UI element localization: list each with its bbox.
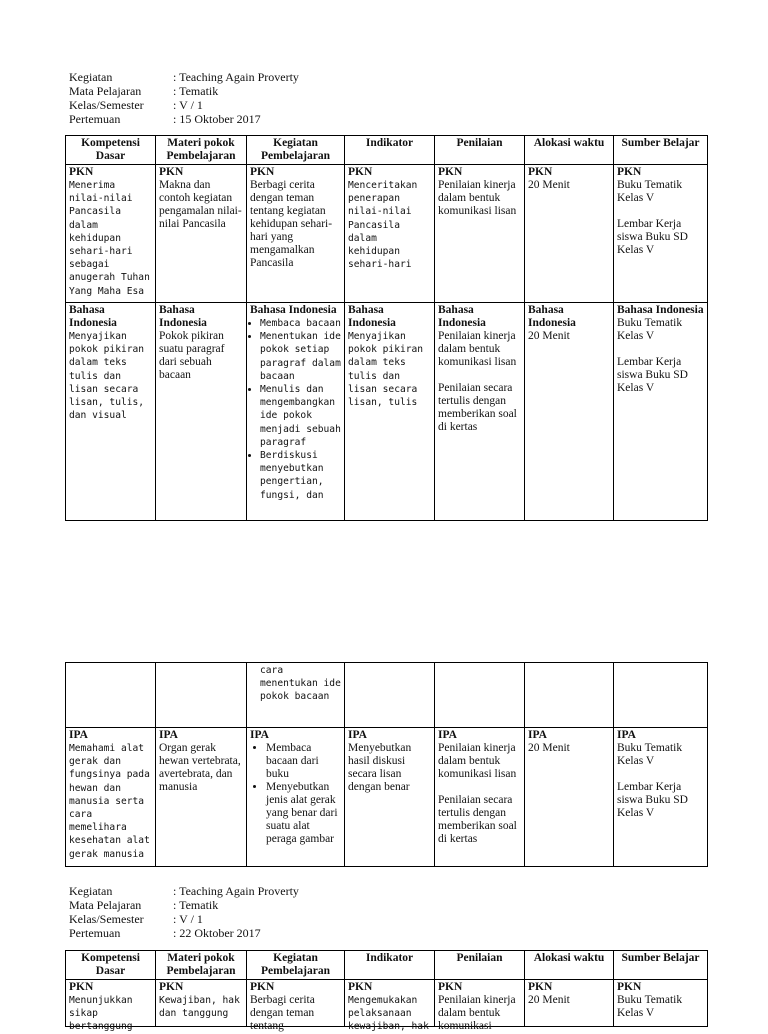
subject-label: PKN	[69, 981, 94, 993]
cell-indikator	[345, 980, 435, 1033]
list-item: • Berdiskusi menyebutkan pengertian, fungsi, dan	[260, 449, 341, 502]
header-sumber: Sumber Belajar	[614, 136, 708, 165]
subject-label: PKN	[438, 981, 463, 993]
header-row-mata-pelajaran	[69, 898, 299, 912]
subject-label: Bahasa Indonesia	[617, 304, 704, 316]
cell-sumber	[614, 303, 708, 521]
cell-materi	[156, 980, 247, 1027]
subject-label: IPA	[528, 729, 547, 741]
cell-indikator	[345, 728, 435, 867]
cell-penilaian	[435, 303, 525, 521]
subject-label: Bahasa Indonesia	[528, 304, 576, 329]
penilaian-text-2: Penilaian secara tertulis dengan memberikan soal di kertas	[438, 794, 517, 845]
subject-label: PKN	[438, 166, 463, 178]
subject-label: Bahasa Indonesia	[159, 304, 207, 329]
subject-label: PKN	[159, 166, 184, 178]
cell-alokasi	[525, 980, 614, 1027]
sumber-text: Buku Tematik Kelas V	[617, 994, 683, 1019]
kegiatan-text: Berbagi cerita dengan teman tentang kegiatan kehidupan sehari-hari yang mengamalkan Pancasila	[250, 179, 333, 269]
header-row-kegiatan	[69, 70, 299, 84]
kegiatan-list	[250, 317, 341, 502]
subject-label: IPA	[159, 729, 178, 741]
cell-kd	[66, 303, 156, 521]
kd-text: Memahami alat gerak dan fungsinya pada hewan dan manusia serta cara memelihara kesehatan alat gerak manusia	[69, 743, 150, 860]
table-header-row	[66, 951, 708, 980]
penilaian-text: Penilaian kinerja dalam bentuk komunikasi	[438, 994, 516, 1032]
sumber-text-2: Lembar Kerja siswa Buku SD Kelas V	[617, 781, 688, 819]
materi-text: Kewajiban, hak dan tanggung	[159, 995, 240, 1020]
header-value: : V / 1	[173, 98, 203, 112]
subject-label: Bahasa Indonesia	[250, 304, 337, 316]
subject-label: IPA	[438, 729, 457, 741]
indikator-text: Menceritakan penerapan nilai-nilai Pancasila dalam kehidupan sehari-hari	[348, 180, 418, 271]
penilaian-text-1: Penilaian kinerja dalam bentuk komunikasi lisan	[438, 742, 517, 780]
header-label: Kegiatan	[69, 884, 113, 898]
table-row-pkn	[66, 165, 708, 303]
header-indikator: Indikator	[345, 136, 435, 165]
alokasi-text: 20 Menit	[528, 994, 570, 1006]
sumber-text-1: Buku Tematik Kelas V	[617, 742, 683, 767]
header-label: Pertemuan	[69, 926, 121, 940]
meeting-header-2	[69, 884, 299, 940]
header-value: : 15 Oktober 2017	[173, 112, 261, 126]
subject-label: IPA	[69, 729, 88, 741]
alokasi-text: 20 Menit	[528, 179, 570, 191]
penilaian-text-1: Penilaian kinerja dalam bentuk komunikasi lisan	[438, 330, 517, 368]
sumber-text-2: Lembar Kerja siswa Buku SD Kelas V	[617, 218, 688, 256]
header-label: Mata Pelajaran	[69, 898, 142, 912]
alokasi-text: 20 Menit	[528, 742, 570, 754]
cell-kd	[66, 980, 156, 1033]
kegiatan-text: Berbagi cerita dengan teman tentang	[250, 994, 315, 1032]
subject-label: IPA	[617, 729, 636, 741]
list-item: • Membaca bacaan dari buku	[266, 742, 341, 781]
cell-alokasi	[525, 303, 614, 521]
lesson-table-3	[65, 950, 708, 1033]
cell-kd	[66, 165, 156, 303]
indikator-text: Menyebutkan hasil diskusi secara lisan dengan benar	[348, 742, 412, 793]
header-label: Pertemuan	[69, 112, 121, 126]
cell-kegiatan	[247, 728, 345, 867]
cell-kegiatan	[247, 303, 345, 521]
header-value: : Tematik	[173, 898, 219, 912]
cell-sumber	[614, 728, 708, 867]
subject-label: PKN	[250, 981, 275, 993]
cell-alokasi	[525, 663, 614, 728]
subject-label: PKN	[617, 166, 642, 178]
header-value: : Teaching Again Proverty	[173, 70, 299, 84]
kegiatan-continuation: cara menentukan ide pokok bacaan	[260, 665, 341, 703]
lesson-table-1	[65, 135, 708, 521]
kd-text: Menunjukkan sikap bertanggung	[69, 995, 133, 1033]
list-item: • Membaca bacaan	[260, 317, 341, 330]
subject-label: IPA	[250, 729, 269, 741]
cell-kegiatan	[247, 663, 345, 728]
subject-label: PKN	[69, 166, 94, 178]
cell-materi	[156, 165, 247, 303]
header-indikator: Indikator	[345, 951, 435, 980]
cell-sumber	[614, 980, 708, 1027]
cell-penilaian	[435, 663, 525, 728]
header-row-pertemuan	[69, 926, 299, 940]
subject-label: PKN	[528, 981, 553, 993]
alokasi-text: 20 Menit	[528, 330, 570, 342]
list-item: • Menyebutkan jenis alat gerak yang benar dari suatu alat peraga gambar	[266, 781, 341, 846]
subject-label: Bahasa Indonesia	[348, 304, 396, 329]
header-materi: Materi pokok Pembelajaran	[156, 951, 247, 980]
list-item: • Menentukan ide pokok setiap paragraf dalam bacaan	[260, 330, 341, 383]
table-row-ipa	[66, 728, 708, 867]
meeting-header-1	[69, 70, 299, 126]
header-row-pertemuan	[69, 112, 299, 126]
cell-indikator	[345, 663, 435, 728]
subject-label: PKN	[348, 166, 373, 178]
header-materi: Materi pokok Pembelajaran	[156, 136, 247, 165]
cell-materi	[156, 663, 247, 728]
header-label: Kelas/Semester	[69, 912, 144, 926]
header-value: : Tematik	[173, 84, 219, 98]
materi-text: Pokok pikiran suatu paragraf dari sebuah bacaan	[159, 330, 225, 381]
header-alokasi: Alokasi waktu	[525, 951, 614, 980]
cell-kd	[66, 663, 156, 728]
cell-indikator	[345, 165, 435, 303]
subject-label: PKN	[348, 981, 373, 993]
header-kompetensi-dasar: Kompetensi Dasar	[66, 951, 156, 980]
header-row-mata-pelajaran	[69, 84, 299, 98]
cell-kd	[66, 728, 156, 867]
cell-sumber	[614, 165, 708, 303]
header-row-kelas-semester	[69, 98, 299, 112]
cell-materi	[156, 303, 247, 521]
cell-penilaian	[435, 728, 525, 867]
list-item: • Menulis dan mengembangkan ide pokok menjadi sebuah paragraf	[260, 383, 341, 449]
cell-sumber	[614, 663, 708, 728]
lesson-table-2	[65, 662, 708, 867]
penilaian-text: Penilaian kinerja dalam bentuk komunikasi lisan	[438, 179, 517, 217]
header-value: : Teaching Again Proverty	[173, 884, 299, 898]
subject-label: Bahasa Indonesia	[69, 304, 117, 329]
sumber-text-2: Lembar Kerja siswa Buku SD Kelas V	[617, 356, 688, 394]
cell-indikator	[345, 303, 435, 521]
table-header-row	[66, 136, 708, 165]
header-label: Mata Pelajaran	[69, 84, 142, 98]
header-value: : V / 1	[173, 912, 203, 926]
cell-kegiatan	[247, 980, 345, 1032]
indikator-text: Menyajikan pokok pikiran dalam teks tulis dan lisan secara lisan, tulis	[348, 331, 424, 409]
header-row-kegiatan	[69, 884, 299, 898]
subject-label: PKN	[528, 166, 553, 178]
header-sumber: Sumber Belajar	[614, 951, 708, 980]
table-row-continuation	[66, 663, 708, 728]
indikator-text: Mengemukakan pelaksanaan kewajiban, hak	[348, 995, 429, 1033]
header-kompetensi-dasar: Kompetensi Dasar	[66, 136, 156, 165]
penilaian-text-2: Penilaian secara tertulis dengan memberikan soal di kertas	[438, 382, 517, 433]
header-value: : 22 Oktober 2017	[173, 926, 261, 940]
cell-penilaian	[435, 165, 525, 303]
materi-text: Makna dan contoh kegiatan pengamalan nilai-nilai Pancasila	[159, 179, 242, 230]
header-penilaian: Penilaian	[435, 136, 525, 165]
cell-kegiatan	[247, 165, 345, 303]
kegiatan-list	[250, 742, 341, 846]
header-kegiatan: Kegiatan Pembelajaran	[247, 136, 345, 165]
header-penilaian: Penilaian	[435, 951, 525, 980]
subject-label: PKN	[617, 981, 642, 993]
subject-label: Bahasa Indonesia	[438, 304, 486, 329]
materi-text: Organ gerak hewan vertebrata, avertebrata, dan manusia	[159, 742, 241, 793]
table-row-bahasa-indonesia	[66, 303, 708, 521]
kd-text: Menyajikan pokok pikiran dalam teks tulis dan lisan secara lisan, tulis, dan visual	[69, 331, 145, 422]
header-label: Kelas/Semester	[69, 98, 144, 112]
subject-label: IPA	[348, 729, 367, 741]
subject-label: PKN	[159, 981, 184, 993]
subject-label: PKN	[250, 166, 275, 178]
header-label: Kegiatan	[69, 70, 113, 84]
cell-materi	[156, 728, 247, 867]
kd-text: Menerima nilai-nilai Pancasila dalam kehidupan sehari-hari sebagai anugerah Tuhan Yang Maha Esa	[69, 180, 150, 297]
header-row-kelas-semester	[69, 912, 299, 926]
table-row-pkn	[66, 980, 708, 1027]
sumber-text-1: Buku Tematik Kelas V	[617, 179, 683, 204]
sumber-text-1: Buku Tematik Kelas V	[617, 317, 683, 342]
header-alokasi: Alokasi waktu	[525, 136, 614, 165]
cell-alokasi	[525, 165, 614, 303]
header-kegiatan: Kegiatan Pembelajaran	[247, 951, 345, 980]
cell-penilaian	[435, 980, 525, 1032]
cell-alokasi	[525, 728, 614, 867]
